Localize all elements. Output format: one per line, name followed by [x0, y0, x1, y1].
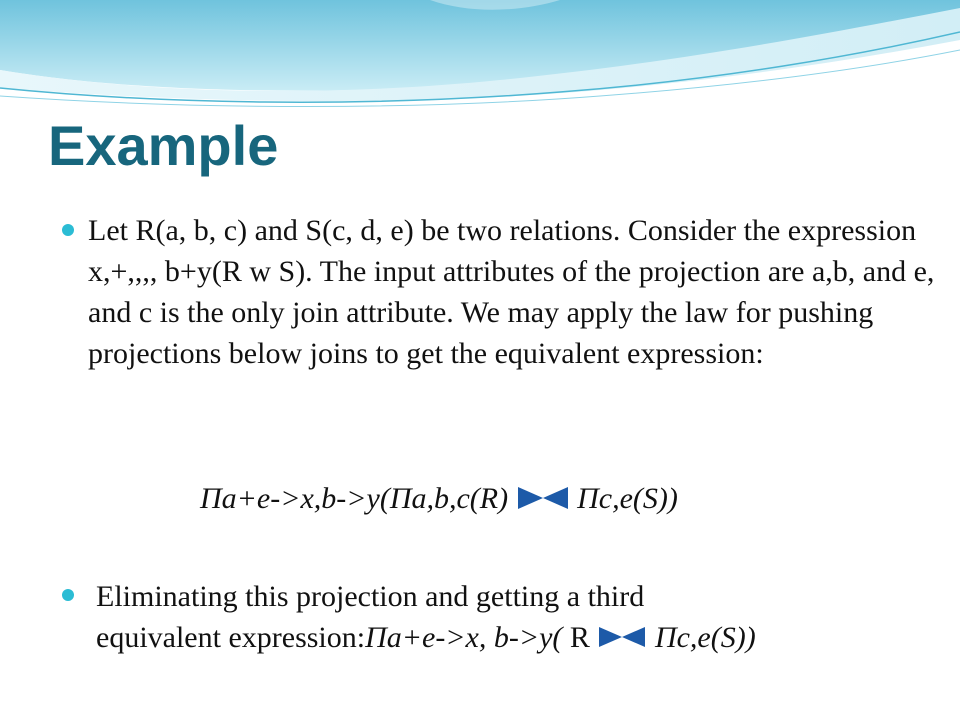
bullet-2-line-2	[96, 617, 946, 658]
bullet-2-prefix: equivalent expression:	[96, 621, 366, 654]
equivalent-expression	[200, 478, 678, 519]
bullet-text-2	[96, 576, 946, 658]
natural-join-icon	[516, 485, 570, 511]
formula-left: Πa+e->x,b->y(Πa,b,c(R)	[200, 482, 509, 515]
bullet-dot	[62, 224, 74, 236]
bullet-2-line-1: Eliminating this projection and getting a third	[96, 580, 645, 613]
bullet-2-relation: R	[562, 621, 598, 654]
slide-title: Example	[48, 114, 279, 177]
header-wave-decoration	[0, 0, 960, 110]
bullet-text-1: Let R(a, b, c) and S(c, d, e) be two relations. Consider the expression x,+,,,, b+y(R w S). The input attributes of the projection are a,b, and e, and c is the only join attribute. We may apply the law for pushing projections below joins to get the equivalent expression:	[88, 214, 935, 370]
bullet-dot	[62, 589, 74, 601]
bullet-2-math-1: Πa+e->x, b->y(	[365, 621, 563, 654]
formula-right: Πc,e(S))	[577, 482, 678, 515]
bullet-2-math-2: Πc,e(S))	[654, 621, 756, 654]
natural-join-icon	[597, 625, 647, 649]
